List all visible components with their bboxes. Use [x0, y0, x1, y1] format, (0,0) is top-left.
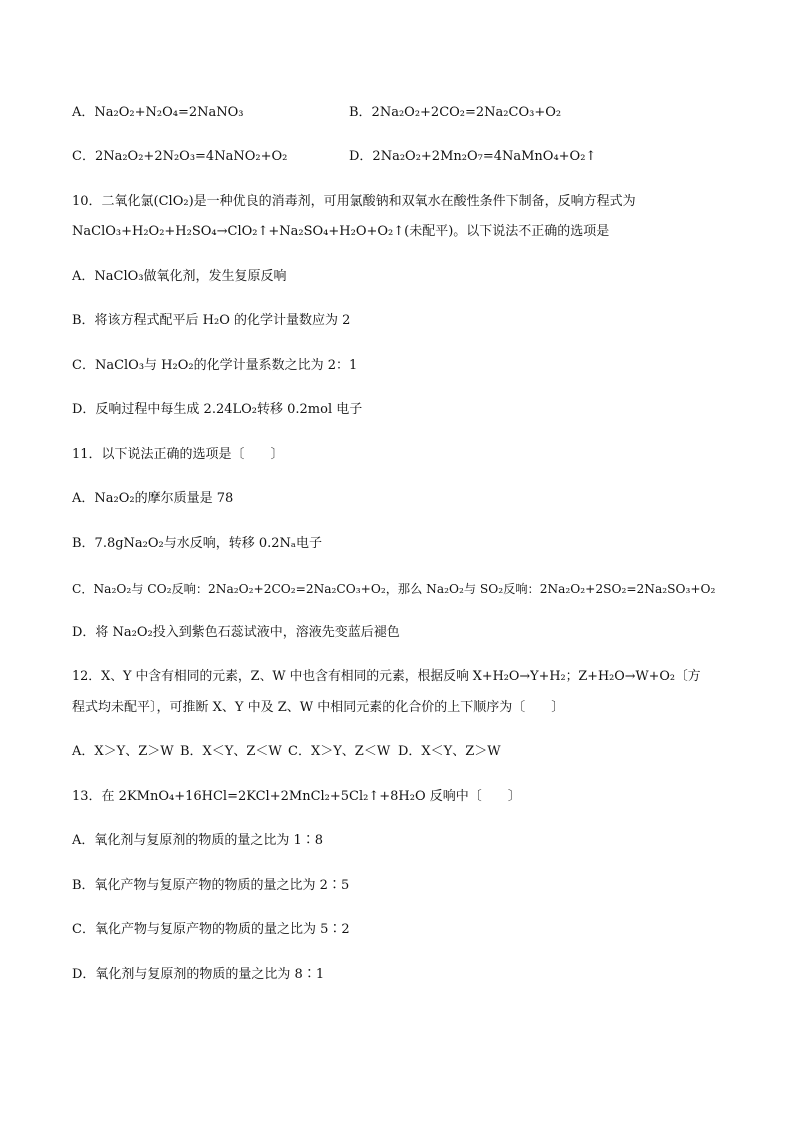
q10-stem-line2: NaClO₃+H₂O₂+H₂SO₄→ClO₂↑+Na₂SO₄+H₂O+O₂↑(未配平)。以下说法不正确的选项是: [72, 224, 610, 239]
q9-option-a: A．Na₂O₂+N₂O₄=2NaNO₃: [72, 105, 244, 120]
q11-option-d: D．将 Na₂O₂投入到紫色石蕊试液中，溶液先变蓝后褪色: [72, 625, 400, 640]
q12-option-b: B．X＜Y、Z＜W: [180, 744, 282, 759]
q11-option-c: C．Na₂O₂与 CO₂反响：2Na₂O₂+2CO₂=2Na₂CO₃+O₂，那么 Na₂O₂与 SO₂反响：2Na₂O₂+2SO₂=2Na₂SO₃+O₂: [72, 582, 716, 596]
q13-stem: 13．在 2KMnO₄+16HCl=2KCl+2MnCl₂+5Cl₂↑+8H₂O 反响中〔 〕: [72, 789, 521, 804]
q11-option-a: A．Na₂O₂的摩尔质量是 78: [72, 491, 234, 506]
q12-options-row: [72, 742, 501, 762]
q13-option-c: C．氧化产物与复原产物的物质的量之比为 5∶2: [72, 922, 350, 937]
q12-stem-line2: 程式均未配平〕，可推断 X、Y 中及 Z、W 中相同元素的化合价的上下顺序为〔 〕: [72, 700, 565, 715]
q10-option-a: A．NaClO₃做氧化剂，发生复原反响: [72, 269, 287, 284]
q10-option-b: B．将该方程式配平后 H₂O 的化学计量数应为 2: [72, 313, 351, 328]
q9-option-b: B．2Na₂O₂+2CO₂=2Na₂CO₃+O₂: [349, 105, 562, 120]
q11-stem: 11．以下说法正确的选项是〔 〕: [72, 447, 284, 462]
q10-option-d: D．反响过程中每生成 2.24LO₂转移 0.2mol 电子: [72, 402, 363, 417]
q13-option-d: D．氧化剂与复原剂的物质的量之比为 8∶1: [72, 967, 325, 982]
q12-option-d: D．X＜Y、Z＞W: [398, 744, 501, 759]
q9-option-d: D．2Na₂O₂+2Mn₂O₇=4NaMnO₄+O₂↑: [349, 149, 597, 164]
q11-option-b: B．7.8gNa₂O₂与水反响，转移 0.2Nₐ电子: [72, 536, 322, 551]
q9-option-c: C．2Na₂O₂+2N₂O₃=4NaNO₂+O₂: [72, 149, 288, 164]
q13-option-a: A．氧化剂与复原剂的物质的量之比为 1∶8: [72, 833, 324, 848]
q12-stem-line1: 12．X、Y 中含有相同的元素，Z、W 中也含有相同的元素，根据反响 X+H₂O→Y+H₂；Z+H₂O→W+O₂〔方: [72, 669, 701, 684]
q12-option-c: C．X＞Y、Z＜W: [288, 744, 391, 759]
q10-option-c: C．NaClO₃与 H₂O₂的化学计量系数之比为 2：1: [72, 358, 358, 373]
q13-option-b: B．氧化产物与复原产物的物质的量之比为 2∶5: [72, 878, 350, 893]
q12-option-a: A．X＞Y、Z＞W: [72, 744, 174, 759]
q10-stem-line1: 10．二氧化氯(ClO₂)是一种优良的消毒剂，可用氯酸钠和双氧水在酸性条件下制备，反响方程式为: [72, 194, 636, 209]
